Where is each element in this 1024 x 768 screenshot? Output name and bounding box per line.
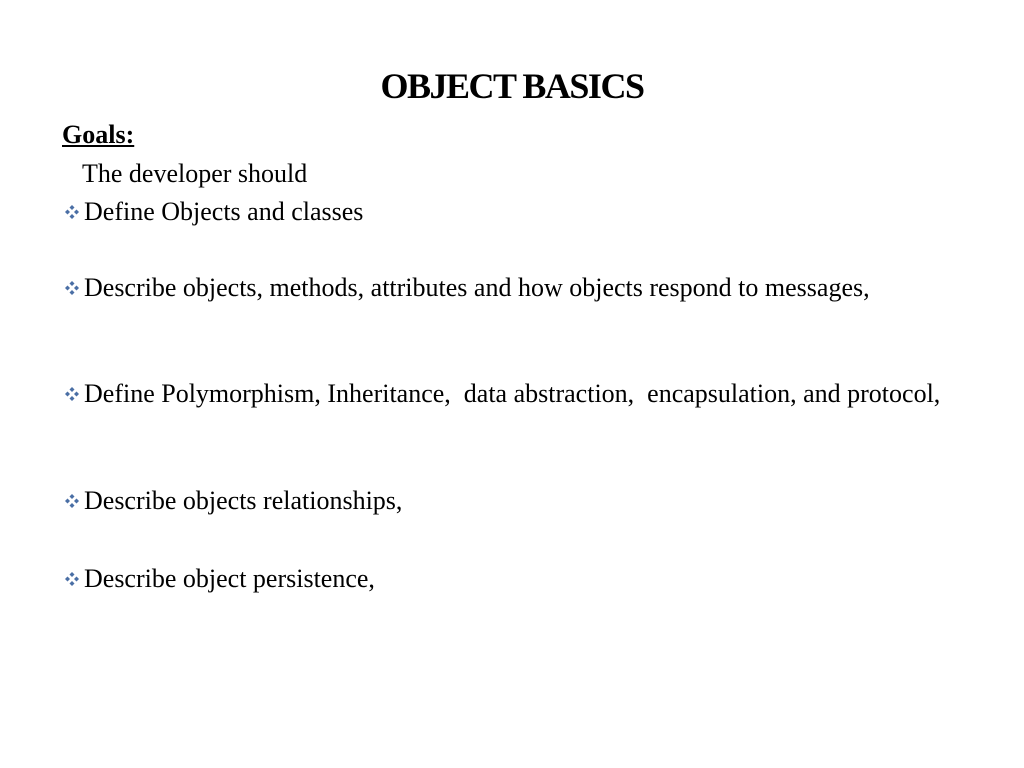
- bullet-item: [62, 485, 962, 516]
- diamond-bullet-icon: [62, 491, 82, 511]
- bullet-item: [62, 378, 962, 409]
- bullet-text: Describe objects, methods, attributes and how objects respond to messages,: [84, 273, 870, 302]
- diamond-bullet-icon: [62, 384, 82, 404]
- bullet-text: Describe object persistence,: [84, 564, 375, 593]
- bullet-text: Describe objects relationships,: [84, 486, 403, 515]
- bullet-item: [62, 272, 962, 303]
- goals-heading: Goals:: [62, 120, 135, 149]
- bullet-item: [62, 563, 962, 594]
- diamond-bullet-icon: [62, 569, 82, 589]
- diamond-bullet-icon: [62, 278, 82, 298]
- slide-title: OBJECT BASICS: [380, 66, 644, 106]
- bullet-text: Define Objects and classes: [84, 197, 364, 226]
- intro-text: The developer should: [82, 159, 308, 188]
- diamond-bullet-icon: [62, 202, 82, 222]
- bullet-item: [62, 196, 962, 227]
- bullet-text: Define Polymorphism, Inheritance, data abstraction, encapsulation, and protocol,: [84, 379, 941, 408]
